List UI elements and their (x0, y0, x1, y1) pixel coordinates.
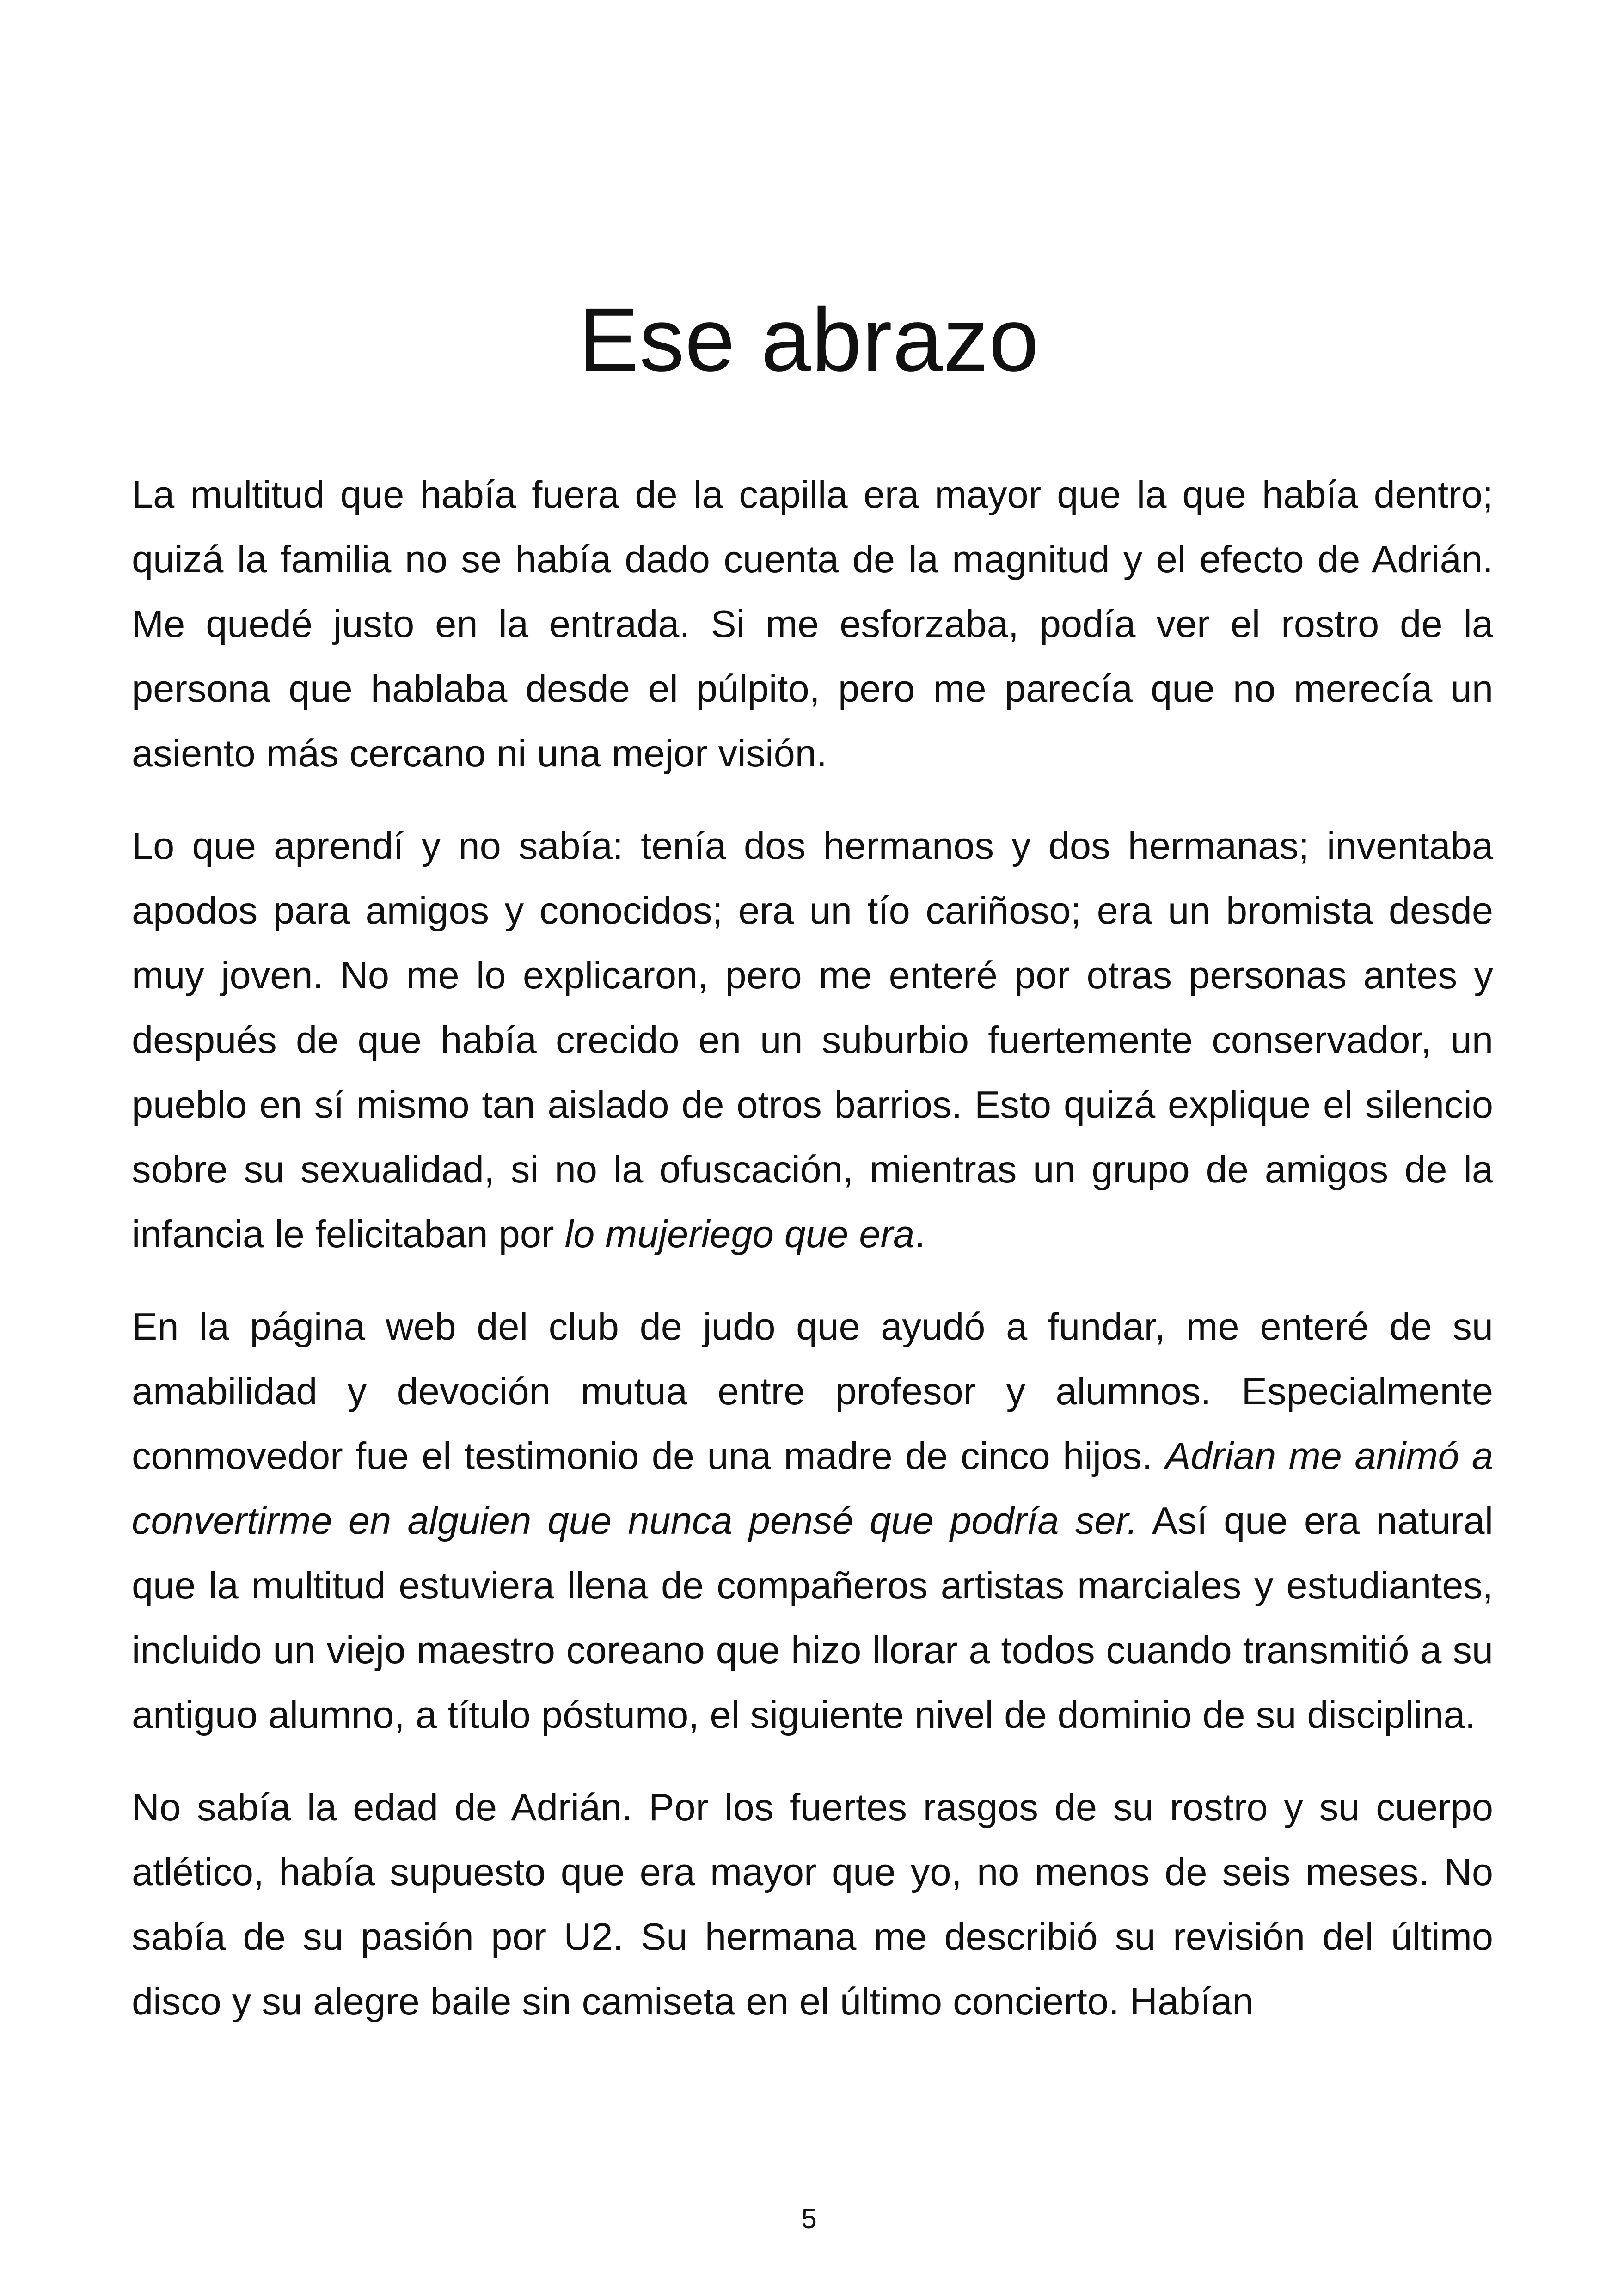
paragraph-1 (132, 462, 1493, 786)
italic-phrase: lo mujeriego que era (564, 1212, 915, 1255)
paragraph-text: En la página web del club de judo que ayudó a fundar, me enteré de su amabilidad y devoción mutua entre profesor y alumnos. Especialmente conmovedor fue el testimonio de una madre de cinco hijos. (132, 1305, 1493, 1477)
paragraph-2 (132, 814, 1493, 1267)
body-text (132, 462, 1493, 2034)
paragraph-text: . (914, 1212, 925, 1255)
paragraph-text: No sabía la edad de Adrián. Por los fuertes rasgos de su rostro y su cuerpo atlético, había supuesto que era mayor que yo, no menos de seis meses. No sabía de su pasión por U2. Su hermana me describió su revisión del último disco y su alegre baile sin camiseta en el último concierto. Habían (132, 1786, 1493, 2023)
italic-quote: Adrian me animó a convertirme en alguien que nunca pensé que podría ser. (132, 1434, 1493, 1542)
paragraph-4 (132, 1775, 1493, 2034)
page-number: 5 (801, 2203, 817, 2234)
paragraph-text: La multitud que había fuera de la capilla era mayor que la que había dentro; quizá la familia no se había dado cuenta de la magnitud y el efecto de Adrián. Me quedé justo en la entrada. Si me esforzaba, podía ver el rostro de la persona que hablaba desde el púlpito, pero me parecía que no merecía un asiento más cercano ni una mejor visión. (132, 473, 1493, 775)
paragraph-text: Así que era natural que la multitud estuviera llena de compañeros artistas marciales y estudiantes, incluido un viejo maestro coreano que hizo llorar a todos cuando transmitió a su antiguo alumno, a título póstumo, el siguiente nivel de dominio de su disciplina. (132, 1499, 1494, 1736)
paragraph-text: Lo que aprendí y no sabía: tenía dos hermanos y dos hermanas; inventaba apodos para amigos y conocidos; era un tío cariñoso; era un bromista desde muy joven. No me lo explicaron, pero me enteré por otras personas antes y después de que había crecido en un suburbio fuertemente conservador, un pueblo en sí mismo tan aislado de otros barrios. Esto quizá explique el silencio sobre su sexualidad, si no la ofuscación, mientras un grupo de amigos de la infancia le felicitaban por (132, 824, 1493, 1255)
paragraph-3 (132, 1294, 1493, 1747)
chapter-title: Ese abrazo (578, 289, 1040, 390)
